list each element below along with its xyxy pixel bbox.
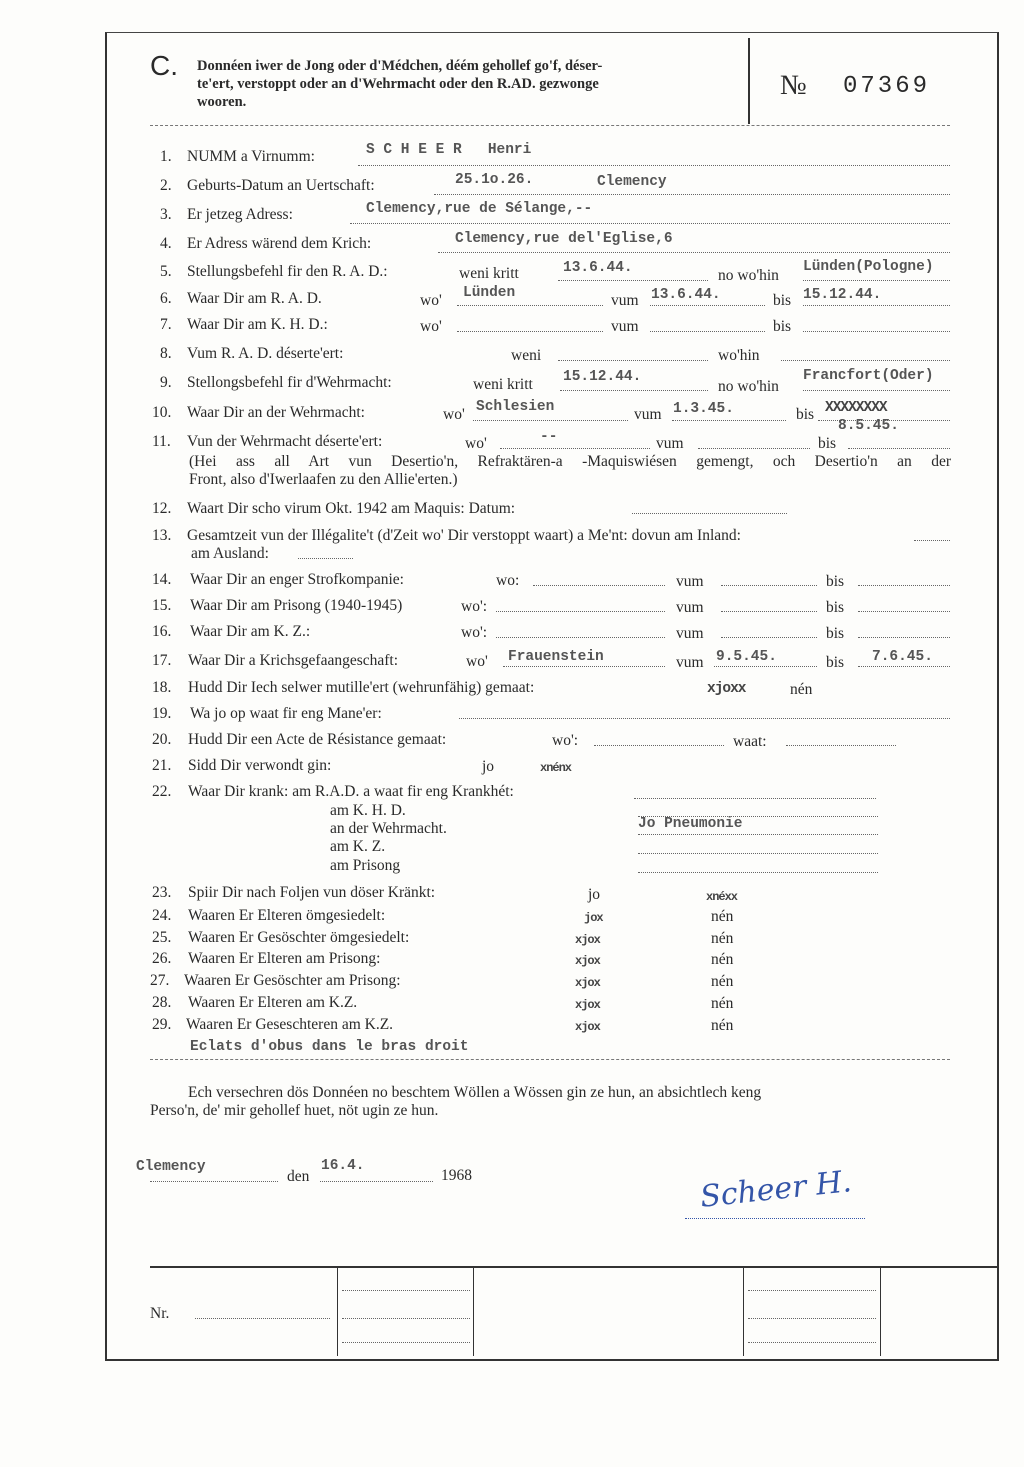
form-title <box>197 57 602 111</box>
row-number: 5. <box>160 263 172 280</box>
sick-wehrmacht-value: Jo Pneumonie <box>638 816 743 832</box>
label-vum: vum <box>676 573 704 590</box>
footer-field[interactable] <box>748 1318 876 1319</box>
desertion-to-field[interactable] <box>848 448 950 449</box>
label-pow: Waar Dir a Krichsgefaangeschaft: <box>188 652 399 669</box>
row-number: 13. <box>152 527 172 544</box>
label-wohin: no wo'hin <box>718 378 779 395</box>
label-bis: bis <box>826 654 845 671</box>
rad-desertion-date-field[interactable] <box>558 360 708 361</box>
label-rad: Waar Dir am R. A. D. <box>187 290 322 307</box>
label-bis: bis <box>826 625 845 642</box>
option-no[interactable]: nén <box>711 951 734 968</box>
footer-rule <box>150 1266 997 1268</box>
number-sign: № <box>780 70 807 101</box>
row-number: 23. <box>152 884 172 901</box>
rad-order-date-value: 13.6.44. <box>563 260 633 276</box>
prisong-to-field[interactable] <box>858 611 950 612</box>
option-yes[interactable]: jo <box>482 758 495 775</box>
label-bis: bis <box>818 435 837 452</box>
rad-desertion-place-field[interactable] <box>781 360 950 361</box>
rad-place-field[interactable] <box>457 305 603 306</box>
desertion-from-field[interactable] <box>698 448 810 449</box>
row-number: 22. <box>152 783 172 800</box>
option-yes-struck[interactable]: xjox <box>575 954 600 968</box>
label-bis: bis <box>773 318 792 335</box>
row-number: 6. <box>160 290 172 307</box>
pow-from-field[interactable] <box>714 666 817 667</box>
footer-col <box>473 1268 474 1356</box>
title-line: te'ert, verstoppt oder an d'Wehrmacht oder den R.AD. gezwonge <box>197 76 599 92</box>
label-parents-prison: Waaren Er Elteren am Prisong: <box>188 950 381 967</box>
sick-prisong-field[interactable] <box>638 872 878 873</box>
option-yes-struck[interactable]: xjoxx <box>707 681 746 697</box>
row-number: 28. <box>152 994 172 1011</box>
label-wo: wo' <box>420 292 442 309</box>
wehrmacht-place-value: Schlesien <box>476 399 555 415</box>
label-strofkompanie: Waar Dir an enger Strofkompanie: <box>190 571 404 588</box>
rad-place-value: Lünden <box>463 285 516 301</box>
row-number: 20. <box>152 731 172 748</box>
label-wo: wo' <box>420 318 442 335</box>
birth-field[interactable] <box>434 194 950 195</box>
footer-col <box>337 1268 338 1356</box>
label-parents-kz: Waaren Er Elteren am K.Z. <box>188 994 358 1011</box>
option-no[interactable]: nén <box>711 908 734 925</box>
rad-to-value: 15.12.44. <box>803 287 882 303</box>
label-birth: Geburts-Datum an Uertschaft: <box>187 177 375 194</box>
strofkompanie-to-field[interactable] <box>858 585 950 586</box>
label-bis: bis <box>826 573 845 590</box>
footer-field[interactable] <box>342 1342 470 1343</box>
label-manner: Wa jo op waat fir eng Mane'er: <box>190 705 382 722</box>
label-name: NUMM a Virnumm: <box>187 148 315 165</box>
title-line: wooren. <box>197 94 247 110</box>
strofkompanie-place-field[interactable] <box>533 585 665 586</box>
label-bis: bis <box>773 292 792 309</box>
label-wehrmacht: Waar Dir an der Wehrmacht: <box>187 404 365 421</box>
label-wohin: no wo'hin <box>718 267 779 284</box>
option-no-struck[interactable]: xnéxx <box>706 890 738 904</box>
declaration-text: Perso'n, de' mir gehollef huet, nöt ugin ze hun. <box>150 1102 439 1119</box>
war-address-value: Clemency,rue del'Eglise,6 <box>455 231 673 247</box>
signing-date-value: 16.4. <box>321 1158 365 1174</box>
row-number: 1. <box>160 148 172 165</box>
label-wo: wo' <box>443 406 465 423</box>
desertion-note: Front, also d'Iwerlaafen zu den Allie'erten.) <box>189 471 458 488</box>
label-illegality: Gesamtzeit vun der Illégalite't (d'Zeit wo' Dir verstoppt waart) a Me'nt: dovun am Inland: <box>187 527 741 544</box>
label-mutilation: Hudd Dir Iech selwer mutille'ert (wehrunfähig) gemaat: <box>188 679 535 696</box>
abroad-field[interactable] <box>298 558 353 559</box>
desertion-place-value: -- <box>540 429 558 445</box>
footer-field[interactable] <box>342 1318 470 1319</box>
rad-from-value: 13.6.44. <box>651 287 721 303</box>
label-wehrmacht-order: Stellongsbefehl fir d'Wehrmacht: <box>187 374 392 391</box>
prisong-from-field[interactable] <box>721 611 817 612</box>
label-khd: Waar Dir am K. H. D.: <box>187 316 328 333</box>
label-vum: vum <box>676 625 704 642</box>
wehrmacht-order-date-value: 15.12.44. <box>563 369 642 385</box>
row-number: 14. <box>152 571 172 588</box>
label-sick-khd: am K. H. D. <box>330 802 406 819</box>
label-wo: wo: <box>496 572 520 589</box>
label-vum: vum <box>656 435 684 452</box>
row-number: 7. <box>160 316 172 333</box>
pow-to-value: 7.6.45. <box>872 649 933 665</box>
label-wo: wo': <box>461 598 488 615</box>
form-section-letter: C. <box>150 50 178 81</box>
label-bis: bis <box>796 406 815 423</box>
khd-from-field[interactable] <box>650 331 765 332</box>
label-vum: vum <box>634 406 662 423</box>
row-number: 27. <box>150 972 170 989</box>
birth-place-value: Clemency <box>597 174 667 190</box>
row-number: 17. <box>152 652 172 669</box>
desertion-note: (Hei ass all Art vun Desertio'n, Refraktären-a -Maquiswiésen gemengt, och Desertio'n an der <box>189 453 951 470</box>
label-resistance: Hudd Dir een Acte de Résistance gemaat: <box>188 731 447 748</box>
option-yes-struck[interactable]: xjox <box>575 976 600 990</box>
prisong-place-field[interactable] <box>496 611 665 612</box>
kz-to-field[interactable] <box>858 637 950 638</box>
address-value: Clemency,rue de Sélange,-- <box>366 201 593 217</box>
row-number: 2. <box>160 177 172 194</box>
pow-place-field[interactable] <box>503 666 665 667</box>
declaration-text: Ech versechren dös Donnéen no beschtem Wöllen a Wössen gin ze hun, an absichtlech keng <box>188 1084 762 1101</box>
nr-field[interactable] <box>195 1318 330 1319</box>
row-number: 9. <box>160 374 172 391</box>
wehrmacht-order-place-value: Francfort(Oder) <box>803 368 934 384</box>
desertion-place-field[interactable] <box>500 448 650 449</box>
signature: Scheer H. <box>698 1164 854 1215</box>
label-prisong: Waar Dir am Prisong (1940-1945) <box>190 597 403 614</box>
wehrmacht-place-field[interactable] <box>473 420 628 421</box>
pow-to-field[interactable] <box>858 666 950 667</box>
label-wohin: wo'hin <box>718 347 760 364</box>
label-weni: weni <box>511 347 542 364</box>
option-no[interactable]: nén <box>711 930 734 947</box>
label-wo: wo': <box>552 732 579 749</box>
footer-col <box>880 1268 881 1356</box>
option-no[interactable]: nén <box>711 995 734 1012</box>
sick-wehrmacht-field[interactable] <box>638 834 878 835</box>
wehrmacht-from-value: 1.3.45. <box>673 401 734 417</box>
inland-field[interactable] <box>914 540 950 541</box>
war-address-field[interactable] <box>438 252 950 253</box>
resistance-place-field[interactable] <box>594 745 724 746</box>
row-number: 3. <box>160 206 172 223</box>
rad-to-field[interactable] <box>803 305 950 306</box>
label-siblings-prison: Waaren Er Gesöschter am Prisong: <box>184 972 401 989</box>
wehrmacht-order-date-field[interactable] <box>560 390 708 391</box>
label-nr: Nr. <box>150 1305 170 1322</box>
row-number: 11. <box>152 433 171 450</box>
row-number: 19. <box>152 705 172 722</box>
name-value: S C H E E R Henri <box>366 142 532 158</box>
pow-from-value: 9.5.45. <box>716 649 777 665</box>
header-rule <box>150 125 950 126</box>
label-vum: vum <box>611 292 639 309</box>
row-number: 4. <box>160 235 172 252</box>
resistance-what-field[interactable] <box>786 745 896 746</box>
row-number: 12. <box>152 500 172 517</box>
option-yes-struck[interactable]: xjox <box>575 1020 600 1034</box>
manner-field[interactable] <box>459 718 950 719</box>
birth-date-value: 25.1o.26. <box>455 172 534 188</box>
label-war-address: Er Adress wärend dem Krich: <box>187 235 372 252</box>
label-abroad: am Ausland: <box>191 545 269 562</box>
label-weni: weni kritt <box>473 376 533 393</box>
label-vum: vum <box>676 599 704 616</box>
label-weni: weni kritt <box>459 265 519 282</box>
header-divider <box>748 38 750 124</box>
khd-to-field[interactable] <box>803 331 950 332</box>
option-no[interactable]: nén <box>790 681 813 698</box>
kz-from-field[interactable] <box>721 637 817 638</box>
signing-place-value: Clemency <box>136 1159 206 1175</box>
option-yes-struck[interactable]: jox <box>584 911 603 925</box>
label-wehrmacht-desertion: Vun der Wehrmacht déserte'ert: <box>187 433 383 450</box>
option-yes-struck[interactable]: xjox <box>575 998 600 1012</box>
wehrmacht-order-place-field[interactable] <box>803 390 950 391</box>
label-wounded: Sidd Dir verwondt gin: <box>188 757 332 774</box>
row-number: 18. <box>152 679 172 696</box>
label-siblings-resettled: Waaren Er Gesöschter ömgesiedelt: <box>188 929 410 946</box>
row-number: 10. <box>152 404 172 421</box>
signature-line <box>685 1218 865 1219</box>
maquis-date-field[interactable] <box>632 513 787 514</box>
form-number: 07369 <box>843 73 931 100</box>
row-number: 16. <box>152 623 172 640</box>
footer-field[interactable] <box>748 1290 876 1291</box>
row-number: 26. <box>152 950 172 967</box>
label-wo: wo': <box>461 624 488 641</box>
struck-out-text: XXXXXXXX <box>825 400 887 416</box>
label-den: den <box>287 1168 310 1185</box>
rad-order-place-field[interactable] <box>803 280 950 281</box>
label-maquis: Waart Dir scho virum Okt. 1942 am Maquis: Datum: <box>187 500 516 517</box>
footer-field[interactable] <box>342 1290 470 1291</box>
row-number: 24. <box>152 907 172 924</box>
label-address: Er jetzeg Adress: <box>187 206 293 223</box>
sick-rad-field[interactable] <box>634 798 876 799</box>
row-number: 25. <box>152 929 172 946</box>
sick-kz-field[interactable] <box>638 853 878 854</box>
title-line: Donnéen iwer de Jong oder d'Médchen, déém gehollef go'f, déser- <box>197 58 603 74</box>
label-wo: wo' <box>465 435 487 452</box>
option-no-struck[interactable]: xnénx <box>540 761 572 775</box>
option-yes[interactable]: jo <box>588 886 601 903</box>
label-rad-order: Stellungsbefehl fir den R. A. D.: <box>187 263 388 280</box>
footer-field[interactable] <box>748 1342 876 1343</box>
row-number: 29. <box>152 1016 172 1033</box>
signing-date-field[interactable] <box>320 1181 433 1182</box>
wehrmacht-to-value: 8.5.45. <box>838 418 899 434</box>
label-vum: vum <box>611 318 639 335</box>
row-number: 21. <box>152 757 172 774</box>
label-sick-prisong: am Prisong <box>330 857 401 874</box>
address-field[interactable] <box>350 223 950 224</box>
footer-col <box>743 1268 744 1356</box>
label-vum: vum <box>676 654 704 671</box>
option-no[interactable]: nén <box>711 973 734 990</box>
kz-place-field[interactable] <box>496 637 665 638</box>
row-number: 15. <box>152 597 172 614</box>
wehrmacht-from-field[interactable] <box>672 420 786 421</box>
section-rule <box>150 1059 950 1060</box>
option-yes-struck[interactable]: xjox <box>575 933 600 947</box>
rad-order-date-field[interactable] <box>558 280 708 281</box>
remark-value: Eclats d'obus dans le bras droit <box>190 1039 469 1055</box>
label-sick-wehrmacht: an der Wehrmacht. <box>330 820 447 837</box>
pow-place-value: Frauenstein <box>508 649 604 665</box>
rad-from-field[interactable] <box>650 305 765 306</box>
label-wo: wo' <box>466 653 488 670</box>
label-consequences: Spiir Dir nach Foljen vun döser Kränkt: <box>188 884 436 901</box>
label-sick-kz: am K. Z. <box>330 838 386 855</box>
name-field[interactable] <box>358 165 950 166</box>
label-rad-desertion: Vum R. A. D. déserte'ert: <box>187 345 344 362</box>
signing-place-field[interactable] <box>150 1181 278 1182</box>
label-bis: bis <box>826 599 845 616</box>
label-siblings-kz: Waaren Er Geseschteren am K.Z. <box>186 1016 394 1033</box>
khd-place-field[interactable] <box>457 331 603 332</box>
label-parents-resettled: Waaren Er Elteren ömgesiedelt: <box>188 907 386 924</box>
row-number: 8. <box>160 345 172 362</box>
label-kz: Waar Dir am K. Z.: <box>190 623 311 640</box>
label-waat: waat: <box>733 733 767 750</box>
rad-order-place-value: Lünden(Pologne) <box>803 259 934 275</box>
option-no[interactable]: nén <box>711 1017 734 1034</box>
label-sick: Waar Dir krank: am R.A.D. a waat fir eng Krankhét: <box>188 783 514 800</box>
strofkompanie-from-field[interactable] <box>721 585 817 586</box>
signing-year: 1968 <box>441 1167 472 1184</box>
